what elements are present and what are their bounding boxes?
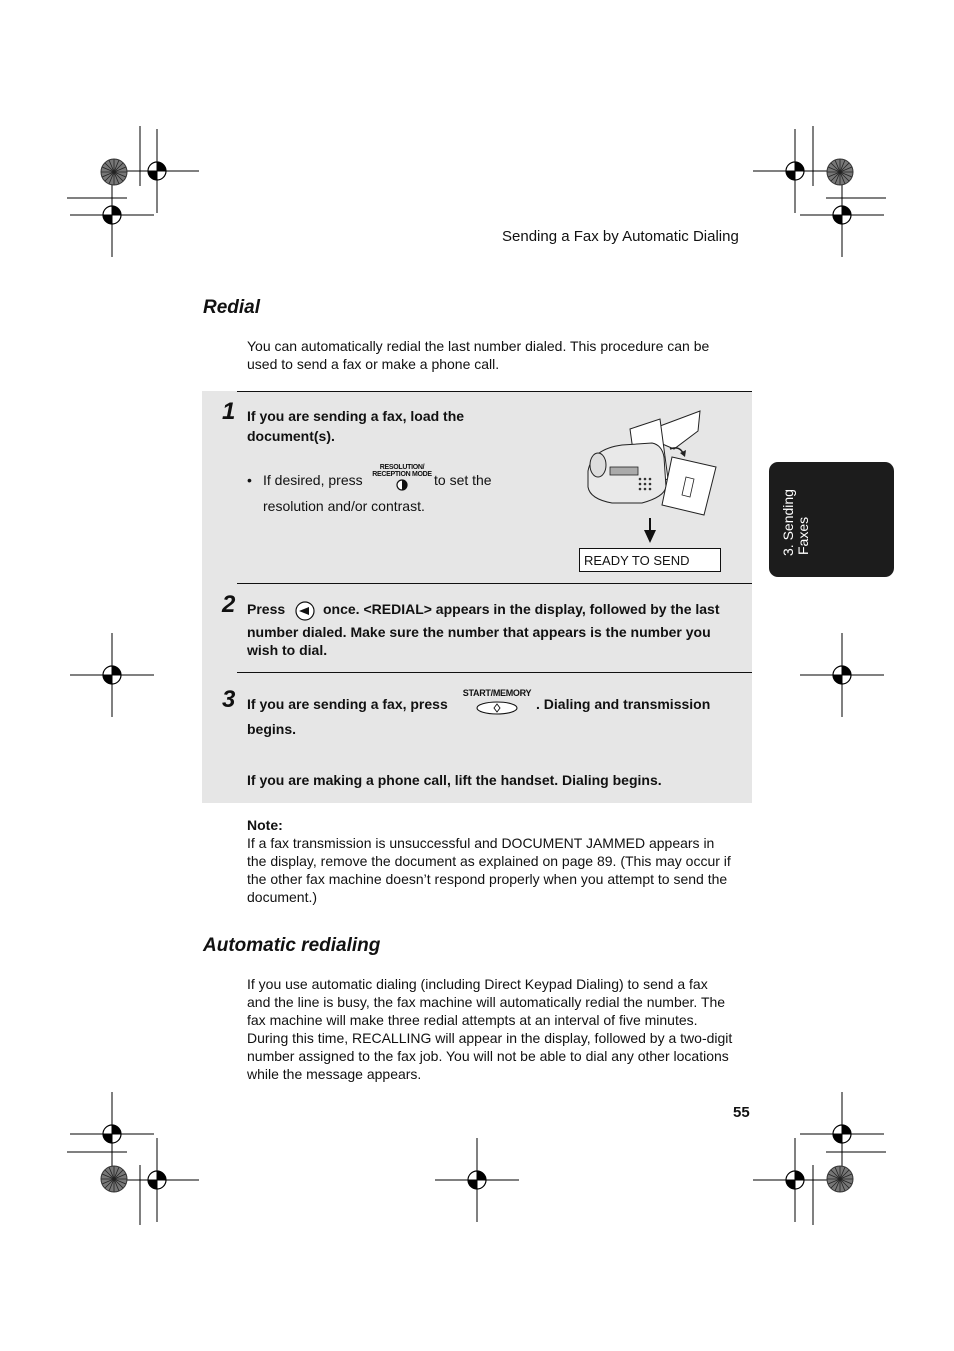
fax-machine-illustration: [582, 409, 727, 519]
color-wheel-icon: [101, 159, 127, 185]
running-header: Sending a Fax by Automatic Dialing: [502, 228, 739, 245]
color-wheel-icon: [827, 1166, 853, 1192]
chapter-tab-line2: Faxes: [795, 516, 811, 555]
note-text: If a fax transmission is unsuccessful and DOCUMENT JAMMED appears in the display, remove the document as explained on page 89. (This may occur if the other fax machine doesn’t respond properly when you attempt to send the document.): [247, 835, 731, 905]
color-wheel-icon: [101, 1166, 127, 1192]
step-3-phone-line: If you are making a phone call, lift the handset. Dialing begins.: [247, 772, 662, 788]
step-3-line2: begins.: [247, 721, 297, 737]
registration-mark-icon: [70, 173, 154, 257]
down-arrow-icon: [644, 518, 656, 544]
registration-mark-icon: [115, 1138, 199, 1222]
step-3-pre: If you are sending a fax, press: [247, 696, 448, 712]
step-3-number: 3: [222, 686, 236, 713]
step-2-press: Press: [247, 601, 286, 617]
start-memory-key-icon: START/MEMORY: [460, 689, 534, 716]
registration-mark-icon: [435, 1138, 519, 1222]
registration-mark-icon: [800, 633, 884, 717]
step-1-number: 1: [222, 398, 236, 425]
registration-mark-icon: [753, 1138, 837, 1222]
note-label: Note:: [247, 817, 283, 833]
registration-mark-icon: [753, 129, 837, 213]
step-2-rest: number dialed. Make sure the number that appears is the number you wish to dial.: [247, 624, 711, 658]
step-2-line1: once. <REDIAL> appears in the display, followed by the last: [323, 601, 720, 617]
step-2-number: 2: [222, 591, 236, 618]
step-1-text: If you are sending a fax, load the document(s).: [247, 408, 465, 444]
chapter-tab: [769, 462, 894, 577]
registration-mark-icon: [115, 129, 199, 213]
color-wheel-icon: [827, 159, 853, 185]
auto-redial-text: If you use automatic dialing (including Direct Keypad Dialing) to send a fax and the line is busy, the fax machine will automatically redial the number. The fax machine will make three redial attempts at an interval of five minutes. During this time, RECALLING will appear in the display, followed by a two-digit number assigned to the fax job. You will not be able to dial any other locations while the message appears.: [247, 976, 733, 1082]
chapter-tab-line1: 3. Sending: [780, 489, 796, 556]
registration-mark-icon: [70, 1092, 154, 1176]
lcd-display: READY TO SEND: [579, 548, 721, 572]
resolution-key-icon: RESOLUTION/ RECEPTION MODE: [372, 464, 432, 492]
redial-intro: You can automatically redial the last number dialed. This procedure can be used to send a fax or make a phone call.: [247, 338, 710, 372]
redial-heading: Redial: [203, 297, 261, 318]
steps-panel: 1 If you are sending a fax, load the document(s). • If desired, press to set the resolution and/or contrast. RESOLUTION/ RECEPTION MODE READY TO SEND 2 Press once. <REDIAL> appears in the display, followed by the last number dialed. Make sure the number that appears is the number you wish to dial. 3 If you are sending a fax, press START/MEMORY . Dialing and transmission begins. If you are making a phone call, lift the handset. Dialing begins.: [202, 391, 752, 803]
auto-redial-heading: Automatic redialing: [203, 935, 381, 956]
registration-mark-icon: [70, 633, 154, 717]
redial-key-icon: [294, 600, 316, 622]
step-3-post: . Dialing and transmission: [536, 696, 711, 712]
registration-mark-icon: [800, 1092, 884, 1176]
page-number: 55: [733, 1104, 750, 1121]
